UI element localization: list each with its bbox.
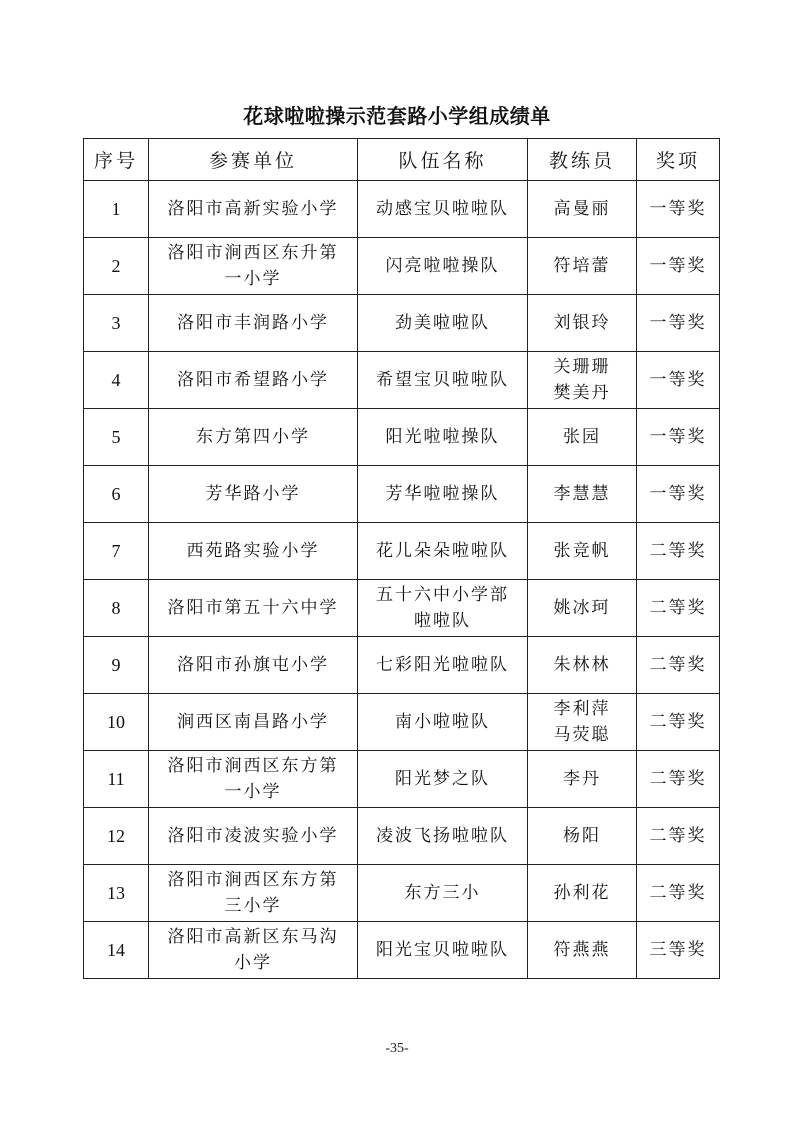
cell-index: 5: [84, 409, 149, 466]
cell-team: [358, 922, 528, 979]
cell-unit-line: 一小学: [224, 269, 282, 289]
cell-unit: [149, 238, 358, 295]
cell-team-line: 阳光宝贝啦啦队: [376, 940, 509, 960]
cell-coach-line: 李慧慧: [553, 484, 611, 504]
cell-coach: [528, 637, 637, 694]
cell-unit-line: 一小学: [224, 782, 282, 802]
cell-unit: [149, 409, 358, 466]
table-row: [84, 238, 720, 295]
results-table: [83, 138, 720, 979]
cell-coach-line: 朱林林: [553, 655, 611, 675]
cell-coach: [528, 580, 637, 637]
cell-unit: [149, 694, 358, 751]
cell-award: 一等奖: [637, 295, 720, 352]
table-row: [84, 523, 720, 580]
cell-coach-line: 张竞帆: [553, 541, 611, 561]
cell-index: 11: [84, 751, 149, 808]
cell-team: [358, 238, 528, 295]
cell-unit-line: 洛阳市高新实验小学: [167, 199, 339, 219]
cell-team: [358, 637, 528, 694]
cell-unit-line: 东方第四小学: [196, 427, 310, 447]
cell-unit: [149, 295, 358, 352]
table-row: [84, 922, 720, 979]
cell-team: [358, 523, 528, 580]
table-body: [84, 181, 720, 979]
cell-team: [358, 580, 528, 637]
cell-coach-line: 孙利花: [553, 883, 611, 903]
cell-index: 9: [84, 637, 149, 694]
cell-coach-line: 高曼丽: [553, 199, 611, 219]
cell-coach-line: 樊美丹: [553, 383, 611, 403]
table-row: [84, 181, 720, 238]
cell-index: 1: [84, 181, 149, 238]
cell-coach-line: 马荧聪: [553, 725, 611, 745]
cell-team-line: 五十六中小学部: [376, 585, 509, 605]
cell-index: 4: [84, 352, 149, 409]
cell-coach: [528, 751, 637, 808]
cell-unit-line: 洛阳市涧西区东方第: [167, 756, 339, 776]
cell-team-line: 阳光梦之队: [395, 769, 490, 789]
cell-unit: [149, 523, 358, 580]
header-team: 队伍名称: [358, 139, 528, 181]
cell-index: 7: [84, 523, 149, 580]
cell-unit: [149, 637, 358, 694]
cell-team: [358, 751, 528, 808]
cell-award: 一等奖: [637, 238, 720, 295]
cell-index: 10: [84, 694, 149, 751]
cell-award: 二等奖: [637, 808, 720, 865]
table-row: [84, 751, 720, 808]
cell-coach: [528, 352, 637, 409]
cell-unit-line: 西苑路实验小学: [186, 541, 320, 561]
cell-unit-line: 芳华路小学: [205, 484, 301, 504]
cell-coach: [528, 523, 637, 580]
cell-coach-line: 李丹: [563, 769, 601, 789]
cell-index: 2: [84, 238, 149, 295]
table-row: [84, 580, 720, 637]
cell-index: 13: [84, 865, 149, 922]
cell-team: [358, 295, 528, 352]
cell-unit-line: 涧西区南昌路小学: [177, 712, 329, 732]
cell-index: 12: [84, 808, 149, 865]
cell-unit-line: 洛阳市高新区东马沟: [167, 927, 339, 947]
table-row: [84, 694, 720, 751]
cell-unit: [149, 181, 358, 238]
cell-team-line: 凌波飞扬啦啦队: [376, 826, 509, 846]
cell-team-line: 南小啦啦队: [395, 712, 490, 732]
page-number: -35-: [385, 1041, 409, 1056]
cell-index: 8: [84, 580, 149, 637]
cell-team: [358, 466, 528, 523]
cell-index: 14: [84, 922, 149, 979]
cell-award: 二等奖: [637, 637, 720, 694]
cell-coach-line: 符燕燕: [553, 940, 611, 960]
header-unit: 参赛单位: [149, 139, 358, 181]
cell-team-line: 花儿朵朵啦啦队: [376, 541, 509, 561]
cell-team-line: 动感宝贝啦啦队: [376, 199, 509, 219]
cell-team-line: 芳华啦啦操队: [385, 484, 500, 504]
cell-award: 一等奖: [637, 352, 720, 409]
document-title: 花球啦啦操示范套路小学组成绩单: [243, 104, 551, 128]
cell-award: 三等奖: [637, 922, 720, 979]
cell-award: 一等奖: [637, 466, 720, 523]
header-coach: 教练员: [528, 139, 637, 181]
cell-unit-line: 洛阳市丰润路小学: [177, 313, 329, 333]
cell-team: [358, 694, 528, 751]
cell-coach: [528, 694, 637, 751]
cell-coach: [528, 808, 637, 865]
table-row: [84, 295, 720, 352]
cell-unit: [149, 751, 358, 808]
cell-coach: [528, 181, 637, 238]
cell-unit: [149, 808, 358, 865]
cell-coach-line: 符培蕾: [553, 256, 611, 276]
cell-coach-line: 关珊珊: [553, 357, 611, 377]
cell-award: 二等奖: [637, 523, 720, 580]
cell-team: [358, 181, 528, 238]
table-row: [84, 865, 720, 922]
cell-unit-line: 洛阳市第五十六中学: [167, 598, 339, 618]
cell-coach-line: 杨阳: [563, 826, 601, 846]
cell-award: 二等奖: [637, 694, 720, 751]
cell-unit-line: 洛阳市涧西区东升第: [167, 243, 339, 263]
cell-index: 3: [84, 295, 149, 352]
cell-coach: [528, 238, 637, 295]
cell-unit-line: 三小学: [224, 896, 282, 916]
table-row: [84, 409, 720, 466]
cell-coach: [528, 295, 637, 352]
cell-unit-line: 洛阳市孙旗屯小学: [177, 655, 329, 675]
cell-unit-line: 洛阳市涧西区东方第: [167, 870, 339, 890]
cell-coach: [528, 466, 637, 523]
cell-unit: [149, 865, 358, 922]
cell-award: 二等奖: [637, 751, 720, 808]
table-row: [84, 637, 720, 694]
cell-team-line: 啦啦队: [414, 611, 471, 631]
cell-team: [358, 808, 528, 865]
cell-unit-line: 洛阳市凌波实验小学: [167, 826, 339, 846]
cell-award: 一等奖: [637, 409, 720, 466]
cell-team-line: 劲美啦啦队: [395, 313, 490, 333]
cell-index: 6: [84, 466, 149, 523]
table-header-row: [84, 139, 720, 181]
cell-unit-line: 小学: [234, 953, 272, 973]
cell-coach: [528, 865, 637, 922]
cell-coach-line: 张园: [563, 427, 601, 447]
cell-award: 一等奖: [637, 181, 720, 238]
cell-team: [358, 409, 528, 466]
cell-unit-line: 洛阳市希望路小学: [177, 370, 329, 390]
cell-coach: [528, 409, 637, 466]
cell-team-line: 闪亮啦啦操队: [385, 256, 500, 276]
header-award: 奖项: [637, 139, 720, 181]
cell-unit: [149, 466, 358, 523]
table-row: [84, 466, 720, 523]
cell-unit: [149, 922, 358, 979]
cell-team-line: 七彩阳光啦啦队: [376, 655, 509, 675]
cell-team: [358, 865, 528, 922]
table-row: [84, 352, 720, 409]
cell-team: [358, 352, 528, 409]
cell-coach-line: 李利萍: [553, 699, 611, 719]
table-row: [84, 808, 720, 865]
cell-coach-line: 刘银玲: [553, 313, 611, 333]
cell-award: 二等奖: [637, 580, 720, 637]
cell-unit: [149, 580, 358, 637]
cell-team-line: 东方三小: [404, 883, 481, 903]
cell-award: 二等奖: [637, 865, 720, 922]
header-index: 序号: [84, 139, 149, 181]
cell-coach: [528, 922, 637, 979]
cell-team-line: 阳光啦啦操队: [385, 427, 500, 447]
cell-coach-line: 姚冰珂: [553, 598, 611, 618]
cell-team-line: 希望宝贝啦啦队: [376, 370, 509, 390]
cell-unit: [149, 352, 358, 409]
